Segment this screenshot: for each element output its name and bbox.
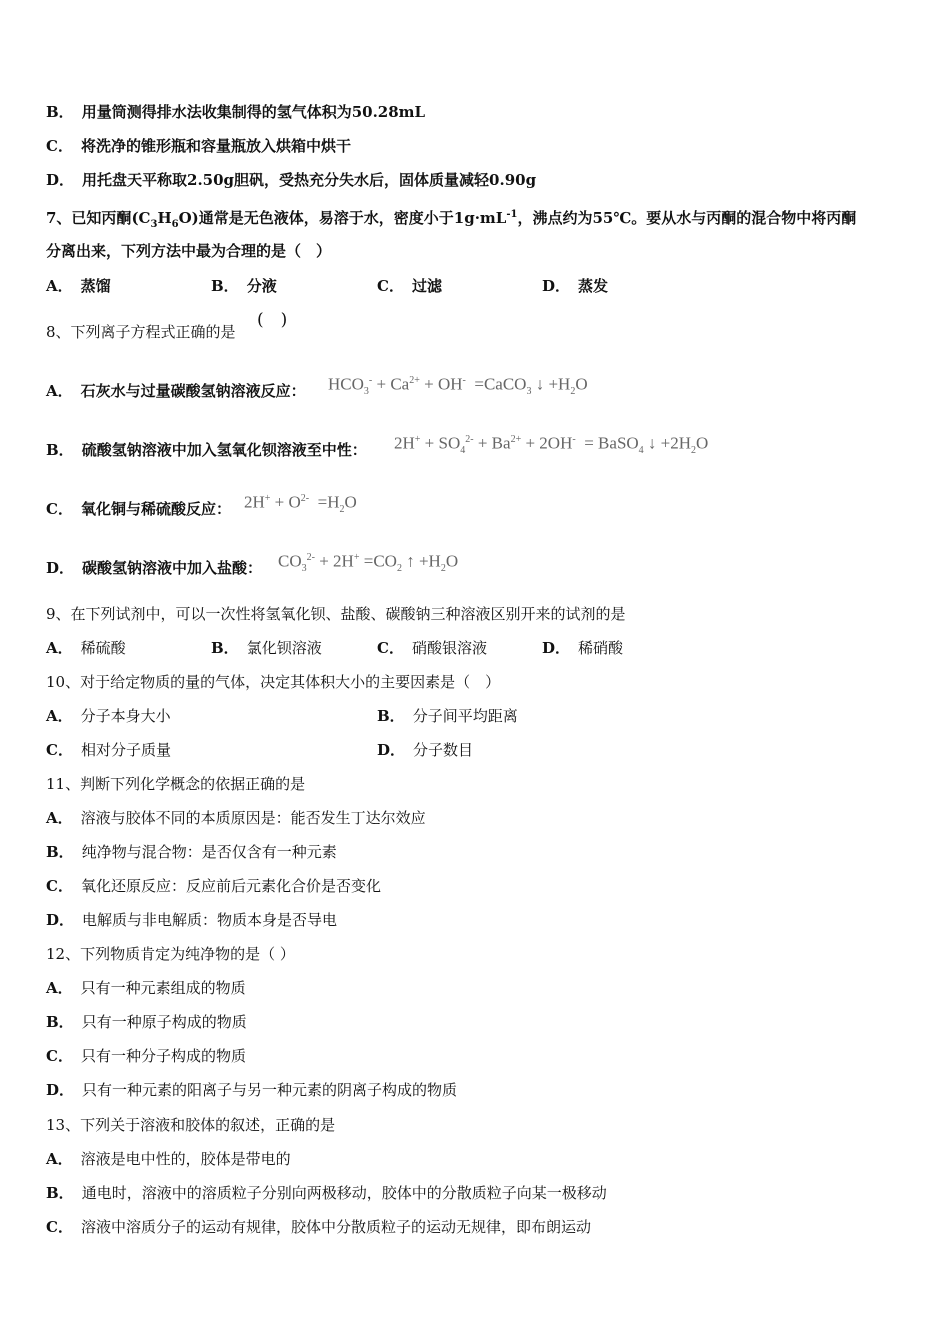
- q11-option-c: C． 氧化还原反应：反应前后元素化合价是否变化: [46, 877, 381, 895]
- q7-option-d: D． 蒸发: [542, 277, 609, 295]
- q13-option-a: A． 溶液是电中性的，胶体是带电的: [46, 1150, 291, 1168]
- q9-option-d: D． 稀硝酸: [542, 639, 624, 657]
- q8-answer-paren: ( ): [257, 310, 288, 330]
- q8-equation-a: $HCO_3^- + Ca^{2+} + OH^-$ =CaCO$_3$ ↓ $+H_2O$: [328, 374, 588, 398]
- q12-option-d: D． 只有一种元素的阳离子与另一种元素的阴离子构成的物质: [46, 1081, 458, 1099]
- q8-option-d: D． 碳酸氢钠溶液中加入盐酸：: [46, 559, 263, 577]
- q8-equation-d: $CO_3^{2-} + 2H^+ =CO_2$ ↑ $+H_2O$: [278, 551, 459, 575]
- q9-option-a: A． 稀硫酸: [46, 639, 126, 657]
- q12-option-c: C． 只有一种分子构成的物质: [46, 1047, 246, 1065]
- q12-stem: 12、下列物质肯定为纯净物的是（ ）: [46, 945, 295, 963]
- q8-stem: 8、下列离子方程式正确的是: [46, 323, 236, 341]
- q12-option-a: A． 只有一种元素组成的物质: [46, 979, 246, 997]
- q11-option-b: B． 纯净物与混合物：是否仅含有一种元素: [46, 843, 337, 861]
- q8-option-b: B． 硫酸氢钠溶液中加入氢氧化钡溶液至中性：: [46, 441, 367, 459]
- q6-option-c: C． 将洗净的锥形瓶和容量瓶放入烘箱中烘干: [46, 137, 351, 155]
- q8-equation-c: $2H^+ + O^{2-} =H_2O$: [244, 492, 357, 516]
- q7-option-c: C． 过滤: [377, 277, 442, 295]
- q13-stem: 13、下列关于溶液和胶体的叙述，正确的是: [46, 1116, 336, 1134]
- q13-option-c: C． 溶液中溶质分子的运动有规律，胶体中分散质粒子的运动无规律，即布朗运动: [46, 1218, 591, 1236]
- q13-option-b: B． 通电时，溶液中的溶质粒子分别向两极移动，胶体中的分散质粒子向某一极移动: [46, 1184, 607, 1202]
- q7-option-a: A． 蒸馏: [46, 277, 111, 295]
- q8-option-c: C． 氧化铜与稀硫酸反应：: [46, 500, 231, 518]
- q9-option-c: C． 硝酸银溶液: [377, 639, 487, 657]
- q10-option-c: C． 相对分子质量: [46, 741, 171, 759]
- q10-option-b: B． 分子间平均距离: [377, 707, 518, 725]
- q11-option-a: A． 溶液与胶体不同的本质原因是：能否发生丁达尔效应: [46, 809, 426, 827]
- q8-equation-b: $2H^+ + SO_4^{2-} + Ba^{2+} + 2OH^-$ = BaSO$_4$ ↓ $+2H_2O$: [394, 433, 709, 457]
- q7-stem-line2: 分离出来，下列方法中最为合理的是（ ）: [46, 242, 332, 260]
- q10-option-d: D． 分子数目: [377, 741, 474, 759]
- q11-stem: 11、判断下列化学概念的依据正确的是: [46, 775, 306, 793]
- q12-option-b: B． 只有一种原子构成的物质: [46, 1013, 247, 1031]
- q9-option-b: B． 氯化钡溶液: [211, 639, 322, 657]
- q7-stem-line1: 7、已知丙酮$(C_3H_6O)$通常是无色液体，易溶于水，密度小于$1g\cdot mL^{-1}$，沸点约为55℃。要从水与丙酮的混合物中将丙酮: [46, 209, 857, 230]
- q7-option-b: B． 分液: [211, 277, 277, 295]
- q6-option-b: B． 用量筒测得排水法收集制得的氢气体积为50.28mL: [46, 103, 426, 121]
- q10-option-a: A． 分子本身大小: [46, 707, 171, 725]
- q6-option-d: D． 用托盘天平称取2.50g胆矾，受热充分失水后，固体质量减轻0.90g: [46, 171, 537, 189]
- q11-option-d: D． 电解质与非电解质：物质本身是否导电: [46, 911, 338, 929]
- q9-stem: 9、在下列试剂中，可以一次性将氢氧化钡、盐酸、碳酸钠三种溶液区别开来的试剂的是: [46, 605, 626, 623]
- q8-option-a: A． 石灰水与过量碳酸氢钠溶液反应：: [46, 382, 306, 400]
- q10-stem: 10、对于给定物质的量的气体，决定其体积大小的主要因素是（ ）: [46, 673, 501, 691]
